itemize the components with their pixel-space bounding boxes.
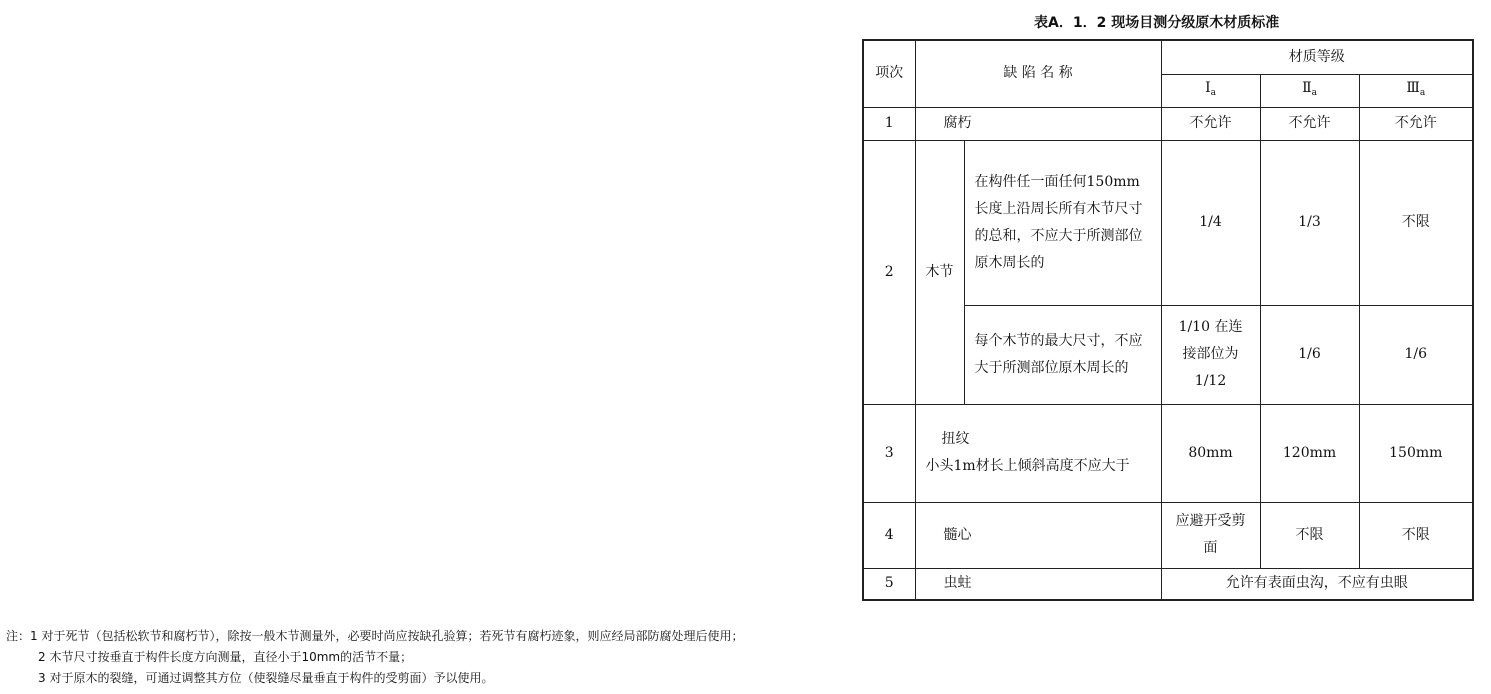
table-row <box>863 107 1473 140</box>
row-5-grade-all: 允许有表面虫沟，不应有虫眼 <box>1161 568 1473 600</box>
row-5-no: 5 <box>863 568 915 600</box>
grade-header-2: $Ⅱ_a$ <box>1260 74 1359 107</box>
row-2a-grade-1: 1/4 <box>1161 140 1260 305</box>
note-3: 3 对于原木的裂缝，可通过调整其方位（使裂缝尽量垂直于构件的受剪面）予以使用。 <box>38 671 494 685</box>
row-3-name: 扭纹 <box>941 431 970 447</box>
row-2a-grade-2: 1/3 <box>1260 140 1359 305</box>
row-5-name: 虫蛀 <box>915 568 1161 600</box>
grade-header-1: $Ⅰ_a$ <box>1161 74 1260 107</box>
row-1-no: 1 <box>863 107 915 140</box>
table-row <box>863 404 1473 502</box>
row-2b-desc: 每个木节的最大尺寸，不应大于所测部位原木周长的 <box>964 305 1161 404</box>
row-2-name: 木节 <box>915 140 964 404</box>
row-3-grade-2: 120mm <box>1260 404 1359 502</box>
row-4-grade-1: 应避开受剪面 <box>1161 502 1260 568</box>
grade-header-3: $Ⅲ_a$ <box>1359 74 1473 107</box>
row-1-grade-1: 不允许 <box>1161 107 1260 140</box>
row-3-defect <box>915 404 1161 502</box>
row-2a-desc: 在构件任一面任何150mm长度上沿周长所有木节尺寸的总和，不应大于所测部位原木周长的 <box>964 140 1161 305</box>
note-1: 注：1 对于死节（包括松软节和腐朽节），除按一般木节测量外，必要时尚应按缺孔验算；若死节有腐朽迹象，则应经局部防腐处理后使用； <box>6 629 744 643</box>
row-3-grade-3: 150mm <box>1359 404 1473 502</box>
grading-table <box>862 39 1474 601</box>
row-2-no: 2 <box>863 140 915 404</box>
row-1-name: 腐朽 <box>915 107 1161 140</box>
grading-table-container <box>862 39 1474 601</box>
row-3-desc: 小头1m材长上倾斜高度不应大于 <box>925 458 1130 474</box>
row-2b-grade-1: 1/10 在连接部位为1/12 <box>1161 305 1260 404</box>
table-row <box>863 568 1473 600</box>
row-1-grade-2: 不允许 <box>1260 107 1359 140</box>
header-defect-name: 缺 陷 名 称 <box>915 40 1161 107</box>
row-2b-grade-3: 1/6 <box>1359 305 1473 404</box>
row-2a-grade-3: 不限 <box>1359 140 1473 305</box>
header-grade: 材质等级 <box>1161 40 1473 74</box>
row-1-grade-3: 不允许 <box>1359 107 1473 140</box>
note-2: 2 木节尺寸按垂直于构件长度方向测量，直径小于10mm的活节不量； <box>38 650 413 664</box>
header-item-no: 项次 <box>863 40 915 107</box>
table-row <box>863 140 1473 305</box>
row-4-no: 4 <box>863 502 915 568</box>
table-title: 表A．1．2 现场目测分级原木材质标准 <box>1034 15 1280 31</box>
row-3-no: 3 <box>863 404 915 502</box>
table-notes <box>6 626 743 689</box>
row-3-grade-1: 80mm <box>1161 404 1260 502</box>
row-2b-grade-2: 1/6 <box>1260 305 1359 404</box>
row-4-grade-2: 不限 <box>1260 502 1359 568</box>
row-4-name: 髓心 <box>915 502 1161 568</box>
row-4-grade-3: 不限 <box>1359 502 1473 568</box>
table-row <box>863 502 1473 568</box>
